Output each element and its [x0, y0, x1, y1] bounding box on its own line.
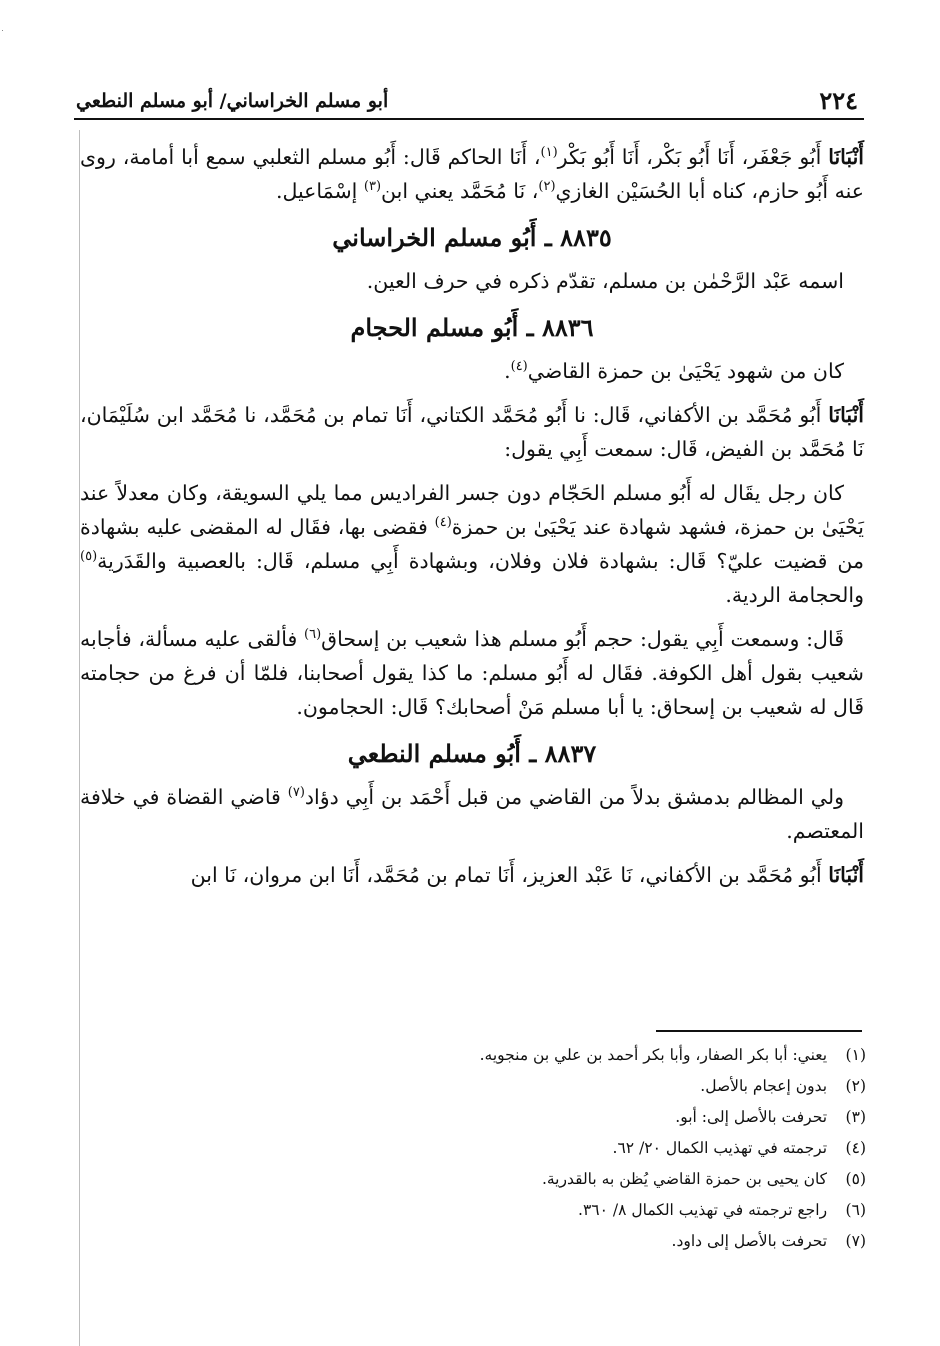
footnotes	[360, 1040, 866, 1340]
footnote-text: كان يحيى بن حمزة القاضي يُظن به بالقدرية.	[541, 1170, 828, 1188]
text-run: ، أَنَا الحاكم قَال: أَبُو مسلم الثعلبي سمع أبا أمامة، روى عنه أَبُو حازم، كناه أبا الحُسَيْن الغازي	[80, 145, 864, 203]
entry-8836-intro	[80, 354, 864, 388]
entry-title-8836: ٨٨٣٦ ـ أَبُو مسلم الحجام	[350, 313, 594, 342]
footnote-ref: (١)	[540, 145, 558, 161]
footnote-item	[360, 1195, 866, 1226]
text-run: إسْمَاعيل.	[275, 179, 364, 203]
text-run: .	[504, 359, 511, 383]
footnote-ref: (٢)	[538, 179, 556, 195]
entry-8836-isnad	[80, 398, 864, 466]
text-run: أَبُو جَعْفَر، أَنَا أَبُو بَكْر، أَنَا أَبُو بَكْر	[557, 145, 829, 169]
footnote-separator	[656, 1030, 862, 1032]
entry-8837-intro	[80, 780, 864, 848]
entry-title-8837: ٨٨٣٧ ـ أَبُو مسلم النطعي	[347, 739, 597, 768]
anbana-word: أَنْبَانَا	[828, 403, 864, 427]
footnote-number: (٤)	[845, 1139, 866, 1157]
scan-speck	[2, 30, 3, 31]
footnote-ref: (٥)	[80, 549, 98, 565]
footnote-number: (٢)	[845, 1077, 866, 1095]
footnote-item	[360, 1071, 866, 1102]
text-run: أَبُو مُحَمَّد بن الأكفاني، نَا عَبْد العزيز، أَنَا تمام بن مُحَمَّد، أَنَا ابن مروان، نَا ابن	[190, 863, 829, 887]
anbana-word: أَنْبَانَا	[828, 863, 864, 887]
footnote-text: تحرفت بالأصل إلى: أبو.	[675, 1108, 828, 1126]
footnote-text: تحرفت بالأصل إلى داود.	[671, 1232, 828, 1250]
footnote-item	[360, 1164, 866, 1195]
text-run: أَبُو مُحَمَّد بن الأكفاني، قَال: نا أَبُو مُحَمَّد الكتاني، أَنَا تمام بن مُحَمَّد، نا مُحَمَّد ابن سُلَيْمَان، نَا مُحَمَّد بن الفيض، قَال: سمعت أَبِي يقول:	[80, 403, 864, 461]
entry-8836-story-2	[80, 622, 864, 724]
page-number: ٢٢٤	[819, 86, 858, 115]
footnote-text: بدون إعجام بالأصل.	[700, 1077, 828, 1095]
footnote-item	[360, 1133, 866, 1164]
running-title: أبو مسلم الخراساني/ أبو مسلم النطعي	[76, 90, 389, 112]
footnote-ref: (٦)	[304, 627, 322, 643]
footnote-item	[360, 1226, 866, 1257]
text-run: فألقى عليه مسألة، فأجابه شعيب بقول أهل الكوفة. فقَال له أَبُو مسلم: ما كذا يقول أصحابنا، فلمّا أن فرغ من حجامته قَال له شعيب بن إسحاق: يا أبا مسلم مَنْ أصحابك؟ قَال: الحجامون.	[80, 627, 864, 719]
entry-8837-isnad	[80, 858, 864, 892]
footnote-number: (٣)	[845, 1108, 866, 1126]
paragraph-isnad-1	[80, 140, 864, 208]
footnote-ref: (٧)	[287, 785, 305, 801]
footnote-number: (١)	[845, 1046, 866, 1064]
text-run: والحجامة الردية.	[725, 583, 864, 607]
footnote-text: راجع ترجمته في تهذيب الكمال ٨/ ٣٦٠.	[578, 1201, 828, 1219]
anbana-word: أَنْبَانَا	[828, 145, 864, 169]
footnote-item	[360, 1102, 866, 1133]
main-text	[80, 140, 864, 1010]
page-header	[74, 82, 864, 120]
text-run: ولي المظالم بدمشق بدلاً من القاضي من قبل أَحْمَد بن أَبِي دؤاد	[304, 785, 844, 809]
text-run: كان من شهود يَحْيَىٰ بن حمزة القاضي	[527, 359, 844, 383]
footnote-ref: (٣)	[363, 179, 382, 195]
footnote-number: (٦)	[845, 1201, 866, 1219]
footnote-ref: (٤)	[510, 359, 528, 375]
footnote-number: (٧)	[845, 1232, 866, 1250]
footnote-item	[360, 1040, 866, 1071]
entry-8835-text	[80, 264, 864, 298]
footnote-text: ترجمته في تهذيب الكمال ٢٠/ ٦٢.	[612, 1139, 828, 1157]
entry-8836-story	[80, 476, 864, 612]
text-run: اسمه عَبْد الرَّحْمٰن بن مسلم، تقدّم ذكره في حرف العين.	[366, 269, 844, 293]
text-run: ، نَا مُحَمَّد يعني ابن	[381, 179, 539, 203]
text-run: كان رجل يقَال له أَبُو مسلم الحَجّام دون جسر الفراديس مما يلي السويقة، وكان معدلاً عند يَحْيَىٰ بن حمزة، فشهد شهادة عند يَحْيَىٰ بن حمزة	[80, 481, 864, 539]
text-run: قَال: وسمعت أَبِي يقول: حجم أَبُو مسلم هذا شعيب بن إسحاق	[321, 627, 844, 651]
text-run: قاضي القضاة في خلافة المعتصم.	[80, 785, 864, 843]
text-run: فقضى بها، فقَال له المقضى عليه بشهادة من قضيت عليّ؟ قَال: بشهادة فلان وفلان، وبشهادة أَبِي مسلم، قَال: بالعصبية والقَدَرية	[80, 515, 864, 573]
entry-title-8835: ٨٨٣٥ ـ أَبُو مسلم الخراساني	[332, 223, 612, 252]
footnote-ref: (٤)	[434, 515, 452, 531]
footnote-text: يعني: أبا بكر الصفار، وأبا بكر أحمد بن علي بن منجويه.	[479, 1046, 828, 1064]
footnote-number: (٥)	[845, 1170, 866, 1188]
